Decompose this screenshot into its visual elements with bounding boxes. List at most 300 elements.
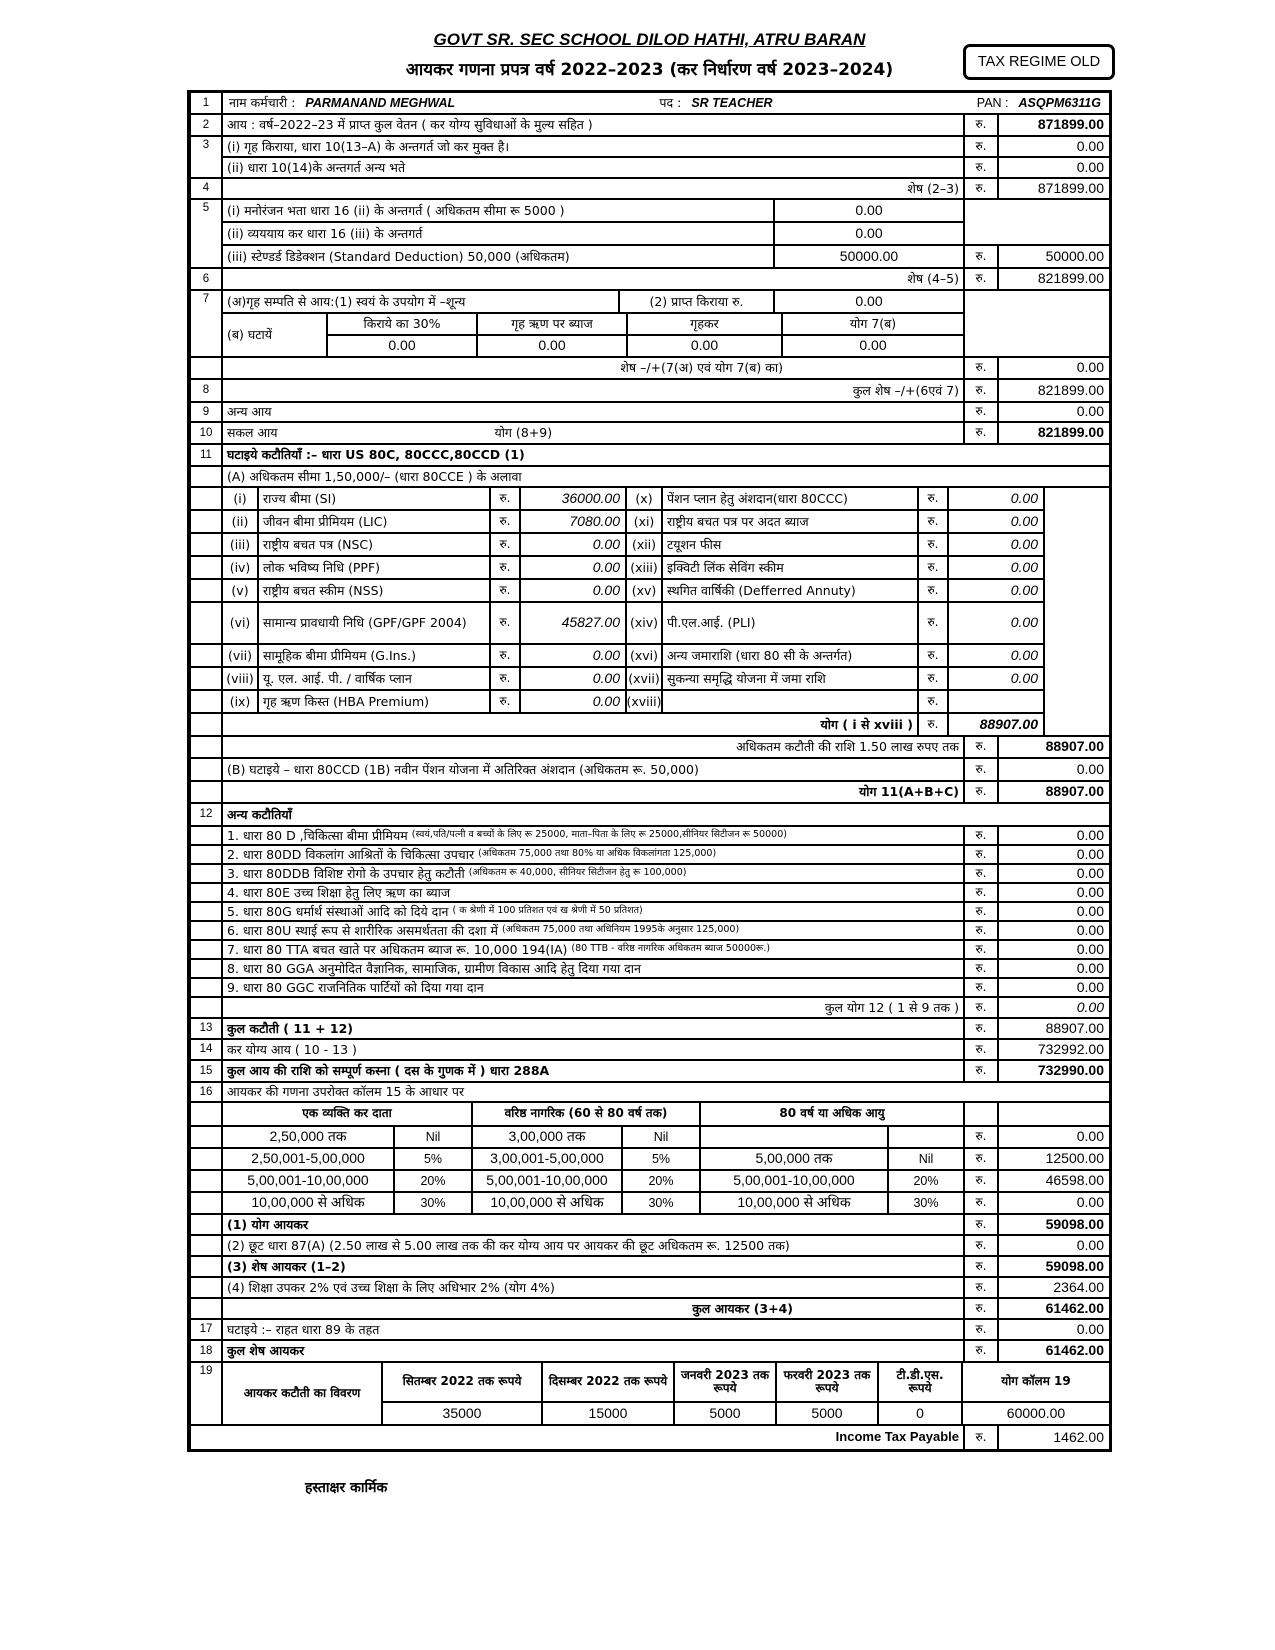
row-sr-empty: [191, 668, 221, 691]
sec11-left-no: (iv): [221, 557, 257, 580]
empty-cell: [997, 1103, 1109, 1127]
rounded-income-label: कुल आय की राशि को सम्पूर्ण कस्ना ( दस के गुणक में ) धारा 288A: [221, 1061, 963, 1083]
rupee-label: रु.: [917, 534, 947, 557]
sec11-right-value: 0.00: [947, 488, 1043, 511]
rupee-label: रु.: [963, 269, 997, 291]
signature-label: हस्ताक्षर कार्मिक: [305, 1480, 388, 1496]
rupee-label: रु.: [489, 668, 519, 691]
section-11-title-row: [191, 445, 1109, 467]
sec12-item-no: 8.: [227, 960, 239, 976]
employee-name: PARMANAND MEGHWAL: [305, 96, 456, 110]
section-11b-value: 0.00: [997, 759, 1109, 782]
rupee-label: रु.: [489, 691, 519, 714]
tds-col-value: 0: [877, 1403, 961, 1426]
section-11a-subtitle: (A) अधिकतम सीमा 1,50,000/– (धारा 80CCE ) के अलावा: [221, 467, 1109, 488]
empty-merged-cell: [1043, 691, 1109, 714]
row-other-income: [191, 403, 1109, 423]
row-house-property-deductions: [221, 314, 1109, 358]
row-education-cess: [191, 1278, 1109, 1299]
rent-30pct-header: किराये का 30%: [326, 314, 476, 336]
sec12-item-value: 0.00: [997, 846, 1109, 865]
row-sr: 7: [191, 291, 221, 358]
sec11-right-label: टयूशन फीस: [661, 534, 917, 557]
gross-total-income-cell: [221, 423, 963, 445]
row-sr-empty: [191, 960, 221, 979]
sec11-left-value: 0.00: [519, 557, 625, 580]
employee-name-label: नाम कर्मचारी :: [229, 95, 296, 110]
sec11-left-label: जीवन बीमा प्रीमियम (LIC): [257, 511, 489, 534]
rupee-label: रु.: [489, 580, 519, 603]
rupee-label: रु.: [489, 645, 519, 668]
sec12-item-label-cell: [221, 941, 963, 960]
sec12-item-no: 2.: [227, 846, 239, 862]
row-sr-empty: [191, 534, 221, 557]
row-group-hra: [191, 137, 1109, 179]
sec12-item-label-cell: [221, 960, 963, 979]
sec12-item-label: धारा 80 GGC राजनितिक पार्टियों को दिया गया दान: [242, 979, 484, 995]
rupee-label: रु.: [963, 759, 997, 782]
sec12-item-label-cell: [221, 846, 963, 865]
total-deductions-value: 88907.00: [997, 1019, 1109, 1040]
standard-deduction-mid-value: 50000.00: [773, 246, 963, 269]
deduct-label: (ब) घटायें: [221, 314, 326, 358]
slab-rows: [191, 1127, 1109, 1215]
education-cess-label: (4) शिक्षा उपकर 2% एवं उच्च शिक्षा के लिए अधिभार 2% (योग 4%): [221, 1278, 963, 1299]
sec12-item-row: [191, 865, 1109, 884]
relief-89-value: 0.00: [997, 1320, 1109, 1341]
rupee-label: रु.: [489, 557, 519, 580]
rupee-label: रु.: [963, 137, 997, 158]
sec12-item-label: धारा 80DDB विशिष्ट रोगो के उपचार हेतु कटौती: [242, 865, 465, 881]
sec12-item-no: 7.: [227, 941, 239, 957]
row-sr-empty: [191, 1257, 221, 1278]
sec11-right-label: पी.एल.आई. (PLI): [661, 603, 917, 645]
empty-merged-cell: [1043, 580, 1109, 603]
slab-group-individual: एक व्यक्ति कर दाता: [221, 1103, 471, 1127]
home-loan-interest-value: 0.00: [476, 336, 626, 358]
sec11-left-no: (viii): [221, 668, 257, 691]
house-tax-value: 0.00: [626, 336, 781, 358]
total-11abc-value: 88907.00: [997, 782, 1109, 804]
row-sr-empty: [191, 903, 221, 922]
slab-super-senior-range: 10,00,000 से अधिक: [699, 1193, 887, 1215]
sec11-item-row: [191, 511, 1109, 534]
row-sr: 6: [191, 269, 221, 291]
taxable-income-label: कर योग्य आय ( 10 - 13 ): [221, 1040, 963, 1061]
rupee-label: रु.: [917, 488, 947, 511]
slab-individual-range: 2,50,000 तक: [221, 1127, 393, 1149]
rupee-label: रु.: [489, 534, 519, 557]
house-deduction-headers: [326, 314, 963, 336]
sec12-item-label: धारा 80E उच्च शिक्षा हेतु लिए ऋण का ब्याज: [242, 884, 451, 900]
slab-senior-rate: 20%: [621, 1171, 699, 1193]
rupee-label: रु.: [963, 737, 997, 759]
rebate-87a-label: (2) छूट धारा 87(A) (2.50 लाख से 5.00 लाख तक की कर योग्य आय पर आयकर की छूट अधिकतम रू. 12500 तक): [221, 1236, 963, 1257]
slab-row: [191, 1171, 1109, 1193]
sec12-item-no: 4.: [227, 884, 239, 900]
row-income-tax-payable: [191, 1426, 1109, 1449]
taxable-income-value: 732992.00: [997, 1040, 1109, 1061]
row-group-section16: [191, 200, 1109, 269]
slab-tax-value: 0.00: [997, 1127, 1109, 1149]
rupee-label: रु.: [963, 1193, 997, 1215]
row-sr-empty: [191, 557, 221, 580]
empty-merged-cell: [1043, 511, 1109, 534]
other-allowances-label: (ii) धारा 10(14)के अन्तगर्त अन्य भते: [221, 158, 963, 179]
row-sr: 14: [191, 1040, 221, 1061]
rupee-label: रु.: [489, 488, 519, 511]
sec12-item-note: (स्वयं,पति/पत्नी व बच्चों के लिए रू 25000, माता–पिता के लिए रू 25000,सीनियर सिटीजन रू 50000): [411, 829, 787, 841]
sec11-right-value: 0.00: [947, 511, 1043, 534]
row-sr: 18: [191, 1341, 221, 1363]
row-sr: 5: [191, 200, 221, 269]
rupee-label: रु.: [963, 380, 997, 403]
sec11-right-value: 0.00: [947, 603, 1043, 645]
rupee-label: रु.: [963, 1341, 997, 1363]
empty-merged-cell: [1043, 557, 1109, 580]
rupee-label: रु.: [917, 511, 947, 534]
house-deduction-values: [326, 336, 963, 358]
income-tax-payable-label: Income Tax Payable: [835, 1429, 959, 1445]
row-sr-empty: [191, 511, 221, 534]
sec12-item-value: 0.00: [997, 884, 1109, 903]
row-rounded-income: [191, 1061, 1109, 1083]
rupee-label: रु.: [489, 603, 519, 645]
sec12-item-no: 3.: [227, 865, 239, 881]
rupee-label: रु.: [917, 714, 947, 737]
sec12-item-label: धारा 80DD विकलांग आश्रितों के चिकित्सा उपचार: [242, 846, 475, 862]
sec11-left-value: 36000.00: [519, 488, 625, 511]
row-sr-empty: [191, 1103, 221, 1127]
row-sr-empty: [191, 358, 221, 380]
sec11-left-no: (v): [221, 580, 257, 603]
sec12-item-label: धारा 80 TTA बचत खाते पर अधिकतम ब्याज रू. 10,000 194(IA): [242, 941, 568, 957]
row-total-tax: [191, 1215, 1109, 1236]
row-sr-empty: [191, 467, 221, 488]
row-sr: 9: [191, 403, 221, 423]
section-16-title-row: [191, 1083, 1109, 1103]
education-cess-value: 2364.00: [997, 1278, 1109, 1299]
section-11a-subtitle-row: [191, 467, 1109, 488]
rupee-label: रु.: [963, 782, 997, 804]
slab-individual-rate: 30%: [393, 1193, 471, 1215]
tax-regime-badge: TAX REGIME OLD: [963, 44, 1115, 80]
row-11-total-abc: [191, 782, 1109, 804]
total-7b-value: 0.00: [781, 336, 963, 358]
row-sr-empty: [191, 1171, 221, 1193]
row-12-total: [191, 998, 1109, 1019]
rupee-label: रु.: [963, 903, 997, 922]
slab-super-senior-rate: 30%: [887, 1193, 963, 1215]
rupee-label: रु.: [963, 922, 997, 941]
sec11-right-value: 0.00: [947, 645, 1043, 668]
rupee-label: रु.: [963, 846, 997, 865]
empty-merged-cell: [963, 314, 1109, 358]
sec12-item-value: 0.00: [997, 903, 1109, 922]
row-11a-total: [191, 714, 1109, 737]
sec11-right-value: 0.00: [947, 580, 1043, 603]
sec12-item-label: धारा 80 GGA अनुमोदित वैज्ञानिक, सामाजिक, ग्रामीण विकास आदि हेतु दिया गया दान: [242, 960, 641, 976]
rupee-label: रु.: [917, 580, 947, 603]
employee-pan-label: PAN :: [976, 96, 1009, 110]
sec11-right-value: 0.00: [947, 668, 1043, 691]
tds-col-value: 60000.00: [961, 1403, 1109, 1426]
sec12-item-note: (80 TTB - वरिष्ठ नागरिक अधिकतम ब्याज 50000रू.): [571, 943, 771, 955]
sec12-item-note: ( क श्रेणी में 100 प्रतिशत एवं ख श्रेणी में 50 प्रतिशत): [452, 905, 643, 917]
row-sr-empty: [191, 645, 221, 668]
slab-individual-range: 5,00,001-10,00,000: [221, 1171, 393, 1193]
section-16-title: आयकर की गणना उपरोक्त कॉलम 15 के आधार पर: [221, 1083, 1109, 1103]
total-tax-label: (1) योग आयकर: [221, 1215, 963, 1236]
sec11-right-label: राष्ट्रीय बचत पत्र पर अदत ब्याज: [661, 511, 917, 534]
row-relief-89: [191, 1320, 1109, 1341]
sec11-right-no: (xiv): [625, 603, 661, 645]
row-gross-salary: [191, 115, 1109, 137]
sec11-left-no: (vii): [221, 645, 257, 668]
sec12-item-note: (अधिकतम 75,000 तथा अधिनियम 1995के अनुसार 125,000): [501, 924, 740, 936]
tds-month-headers: [381, 1363, 1109, 1403]
row-sr: 19: [191, 1363, 221, 1426]
sec12-item-note: (अधिकतम 75,000 तथा 80% या अधिक विकलांगता 125,000): [478, 848, 717, 860]
slab-senior-rate: 5%: [621, 1149, 699, 1171]
standard-deduction-label: (iii) स्टेण्डर्ड डिडेक्शन (Standard Deduction) 50,000 (अधिकतम): [221, 246, 773, 269]
row-sr: 8: [191, 380, 221, 403]
row-sr: 10: [191, 423, 221, 445]
school-name: GOVT SR. SEC SCHOOL DILOD HATHI, ATRU BARAN: [433, 30, 866, 49]
sec11-right-value: 0.00: [947, 557, 1043, 580]
row-sr-empty: [191, 865, 221, 884]
sec11-right-no: (xi): [625, 511, 661, 534]
row-sr: 2: [191, 115, 221, 137]
row-rebate-87a: [191, 1236, 1109, 1257]
slab-row: [191, 1149, 1109, 1171]
professional-tax-label: (ii) व्यययाय कर धारा 16 (iii) के अन्तगर्त: [221, 223, 773, 246]
rupee-label: रु.: [917, 603, 947, 645]
tds-month-values: [381, 1403, 1109, 1426]
sec12-item-label: धारा 80 D ,चिकित्सा बीमा प्रीमियम: [242, 827, 408, 843]
row-balance-4-5: [191, 269, 1109, 291]
sec11-left-no: (iii): [221, 534, 257, 557]
sec11-right-label: अन्य जमाराशि (धारा 80 सी के अन्तर्गत): [661, 645, 917, 668]
rupee-label: रु.: [963, 403, 997, 423]
slab-super-senior-range: [699, 1127, 887, 1149]
tds-col-header: सितम्बर 2022 तक रूपये: [381, 1363, 541, 1403]
slab-senior-rate: Nil: [621, 1127, 699, 1149]
sec12-item-value: 0.00: [997, 941, 1109, 960]
rent-30pct-value: 0.00: [326, 336, 476, 358]
rupee-label: रु.: [963, 1320, 997, 1341]
row-sr-empty: [191, 1215, 221, 1236]
gross-total-income-value: 821899.00: [997, 423, 1109, 445]
rupee-label: रु.: [963, 246, 997, 269]
slab-tax-value: 12500.00: [997, 1149, 1109, 1171]
tds-col-value: 35000: [381, 1403, 541, 1426]
entertainment-allowance-value: 0.00: [773, 200, 963, 223]
sec12-item-row: [191, 960, 1109, 979]
sec12-item-label: धारा 80G धर्मार्थ संस्थाओं आदि को दिये दान: [242, 903, 449, 919]
house-tax-header: गृहकर: [626, 314, 781, 336]
sec11-left-label: गृह ऋण किस्त (HBA Premium): [257, 691, 489, 714]
slab-senior-range: 3,00,000 तक: [471, 1127, 621, 1149]
row-sr: 16: [191, 1083, 221, 1103]
total-i-xviii-value: 88907.00: [947, 714, 1043, 737]
rupee-label: रु.: [963, 1299, 997, 1320]
section-12-title: अन्य कटौतियाँ: [221, 804, 1109, 827]
slab-senior-rate: 30%: [621, 1193, 699, 1215]
standard-deduction-value: 50000.00: [997, 246, 1109, 269]
final-tax-value: 61462.00: [997, 1341, 1109, 1363]
sec11-right-no: (xvii): [625, 668, 661, 691]
slab-group-headers: [191, 1103, 1109, 1127]
slab-individual-rate: 20%: [393, 1171, 471, 1193]
empty-merged-cell: [963, 200, 1109, 223]
sec11-left-label: राष्ट्रीय बचत पत्र (NSC): [257, 534, 489, 557]
row-sr-empty: [191, 1193, 221, 1215]
other-income-value: 0.00: [997, 403, 1109, 423]
rupee-label: रु.: [963, 1127, 997, 1149]
sec12-item-row: [191, 827, 1109, 846]
row-gross-total-income: [191, 423, 1109, 445]
row-sr-empty: [191, 1299, 221, 1320]
total-balance-6-7-label: कुल शेष –/+(6एवं 7): [221, 380, 963, 403]
sec12-item-value: 0.00: [997, 979, 1109, 998]
hra-exempt-value: 0.00: [997, 137, 1109, 158]
sec12-item-no: 1.: [227, 827, 239, 843]
rupee-label: रु.: [963, 884, 997, 903]
slab-super-senior-rate: [887, 1127, 963, 1149]
sec12-item-no: 6.: [227, 922, 239, 938]
sec12-item-row: [191, 846, 1109, 865]
rounded-income-value: 732990.00: [997, 1061, 1109, 1083]
sec12-item-label-cell: [221, 922, 963, 941]
sec12-item-row: [191, 903, 1109, 922]
sec12-item-label-cell: [221, 827, 963, 846]
row-sr-empty: [191, 884, 221, 903]
row-total-balance-6-7: [191, 380, 1109, 403]
income-tax-payable-value: 1462.00: [997, 1426, 1109, 1449]
row-sr-empty: [191, 759, 221, 782]
row-sr-empty: [191, 846, 221, 865]
sec11-right-label: इक्विटी लिंक सेविंग स्कीम: [661, 557, 917, 580]
row-employee: [191, 93, 1109, 115]
other-income-label: अन्य आय: [221, 403, 963, 423]
rupee-label: रु.: [963, 865, 997, 884]
sec11-left-no: (i): [221, 488, 257, 511]
gross-salary-label: आय : वर्ष–2022–23 में प्राप्त कुल वेतन ( कर योग्य सुविधाओं के मुल्य सहित ): [221, 115, 963, 137]
slab-individual-range: 10,00,000 से अधिक: [221, 1193, 393, 1215]
row-sr-empty: [191, 1236, 221, 1257]
tds-col-value: 15000: [541, 1403, 673, 1426]
row-other-allowances: [221, 158, 1109, 179]
sec11-left-value: 45827.00: [519, 603, 625, 645]
slab-individual-range: 2,50,001-5,00,000: [221, 1149, 393, 1171]
rupee-label: रु.: [963, 1215, 997, 1236]
sec11-item-row: [191, 557, 1109, 580]
empty-merged-cell: [963, 223, 1109, 246]
row-group-tds: [191, 1363, 1109, 1426]
row-sr-empty: [191, 1127, 221, 1149]
hra-exempt-label: (i) गृह किराया, धारा 10(13–A) के अन्तगर्त जो कर मुक्त है।: [221, 137, 963, 158]
rupee-label: रु.: [963, 1019, 997, 1040]
row-sr-empty: [191, 827, 221, 846]
rupee-label: रु.: [917, 645, 947, 668]
total-12-label: कुल योग 12 ( 1 से 9 तक ): [221, 998, 963, 1019]
rupee-label: रु.: [963, 1257, 997, 1278]
sec11-item-row: [191, 645, 1109, 668]
sec11-left-label: राष्ट्रीय बचत स्कीम (NSS): [257, 580, 489, 603]
row-taxable-income: [191, 1040, 1109, 1061]
total-tax-3-4-label: कुल आयकर (3+4): [221, 1299, 963, 1320]
section-11-title: घटाइये कटौतियाँ :– धारा US 80C, 80CCC,80CCD (1): [221, 445, 1109, 467]
sec11-item-row: [191, 488, 1109, 511]
tds-col-header: योग कॉलम 19: [961, 1363, 1109, 1403]
sec12-item-label: धारा 80U स्थाई रूप से शारीरिक असमर्थतता की दशा में: [242, 922, 498, 938]
sec11-right-no: (xviii): [625, 691, 661, 714]
slab-group-senior: वरिष्ठ नागरिक (60 से 80 वर्ष तक): [471, 1103, 699, 1127]
rupee-label: रु.: [963, 941, 997, 960]
sec11-item-row: [191, 603, 1109, 645]
rupee-label: रु.: [963, 158, 997, 179]
sec12-item-value: 0.00: [997, 960, 1109, 979]
rent-received-value: 0.00: [773, 291, 963, 314]
empty-merged-cell: [1043, 714, 1109, 737]
sec11-left-label: यू. एल. आई. पी. / वार्षिक प्लान: [257, 668, 489, 691]
sec12-item-row: [191, 922, 1109, 941]
final-tax-label: कुल शेष आयकर: [221, 1341, 963, 1363]
sec11-right-label: पेंशन प्लान हेतु अंशदान(धारा 80CCC): [661, 488, 917, 511]
sec11-left-label: सामूहिक बीमा प्रीमियम (G.Ins.): [257, 645, 489, 668]
tds-detail-label: आयकर कटौती का विवरण: [221, 1363, 381, 1426]
row-house-property-income: [221, 291, 1109, 314]
total-7b-header: योग 7(ब): [781, 314, 963, 336]
balance-2-3-label: शेष (2–3): [221, 179, 963, 200]
rebate-87a-value: 0.00: [997, 1236, 1109, 1257]
empty-merged-cell: [1043, 488, 1109, 511]
sec11-item-row: [191, 668, 1109, 691]
sec11-right-no: (xv): [625, 580, 661, 603]
sec11-left-value: 0.00: [519, 691, 625, 714]
sec12-item-label-cell: [221, 865, 963, 884]
row-total-deductions: [191, 1019, 1109, 1040]
row-sr: 3: [191, 137, 221, 179]
empty-merged-cell: [1043, 534, 1109, 557]
row-sr: 15: [191, 1061, 221, 1083]
rupee-label: रु.: [963, 1426, 997, 1449]
row-sr-empty: [191, 922, 221, 941]
rupee-label: रु.: [489, 511, 519, 534]
sec11-left-value: 0.00: [519, 645, 625, 668]
balance-7-value: 0.00: [997, 358, 1109, 380]
slab-tax-value: 0.00: [997, 1193, 1109, 1215]
row-balance-2-3: [191, 179, 1109, 200]
sec11-left-value: 0.00: [519, 580, 625, 603]
slab-row: [191, 1193, 1109, 1215]
deduction-cap-value: 88907.00: [997, 737, 1109, 759]
rupee-label: रु.: [917, 691, 947, 714]
row-sr-empty: [191, 1278, 221, 1299]
other-allowances-value: 0.00: [997, 158, 1109, 179]
slab-tax-value: 46598.00: [997, 1171, 1109, 1193]
rupee-label: रु.: [963, 998, 997, 1019]
row-sr-empty: [191, 691, 221, 714]
sec12-item-value: 0.00: [997, 865, 1109, 884]
empty-merged-cell: [1043, 603, 1109, 645]
row-sr-empty: [191, 1149, 221, 1171]
sec12-item-row: [191, 884, 1109, 903]
row-sr: 12: [191, 804, 221, 827]
sec12-item-label-cell: [221, 903, 963, 922]
employee-post: SR TEACHER: [691, 96, 773, 110]
